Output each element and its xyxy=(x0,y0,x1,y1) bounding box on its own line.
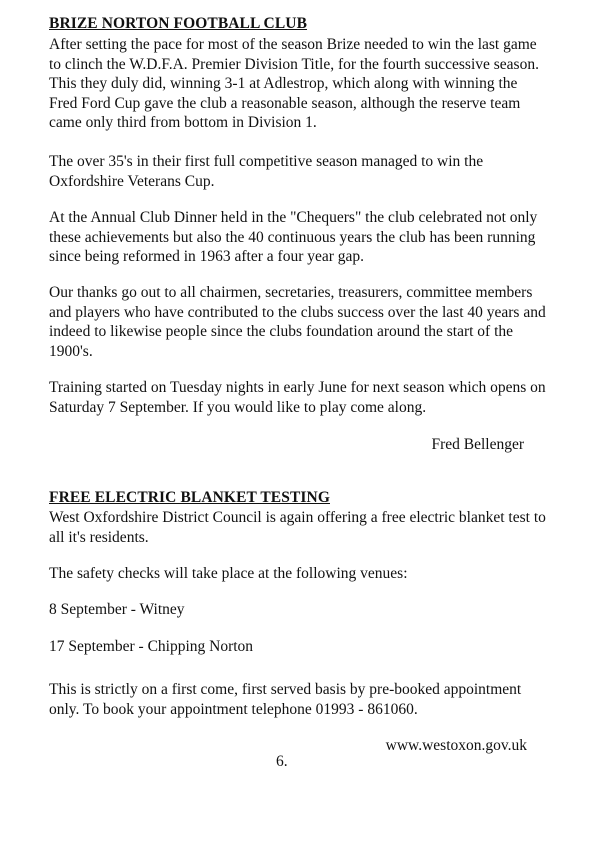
blanket-paragraph-venues: The safety checks will take place at the following venues: xyxy=(49,565,408,582)
football-club-heading: BRIZE NORTON FOOTBALL CLUB xyxy=(49,15,308,32)
venue-chipping-norton: 17 September - Chipping Norton xyxy=(49,638,254,655)
author-signature: Fred Bellenger xyxy=(431,436,524,453)
blanket-testing-heading: FREE ELECTRIC BLANKET TESTING xyxy=(49,489,330,506)
football-paragraph-thanks: Our thanks go out to all chairmen, secretaries, treasurers, committee members and players who have contributed to the clubs success over the last 40 years and indeed to likewise people since the clubs foundation around the start of the 1900's. xyxy=(49,284,546,360)
football-paragraph-training: Training started on Tuesday nights in early June for next season which opens on Saturday 7 September. If you would like to play come along. xyxy=(49,379,546,416)
football-paragraph-dinner: At the Annual Club Dinner held in the "Chequers" the club celebrated not only these achievements but also the 40 continuous years the club has been running since being reformed in 1963 after a four year gap. xyxy=(49,209,538,265)
venue-witney: 8 September - Witney xyxy=(49,601,185,618)
blanket-paragraph-booking: This is strictly on a first come, first served basis by pre-booked appointment only. To book your appointment telephone 01993 - 861060. xyxy=(49,681,522,718)
page-number: 6. xyxy=(276,753,288,770)
football-paragraph-veterans: The over 35's in their first full competitive season managed to win the Oxfordshire Veterans Cup. xyxy=(49,153,484,190)
blanket-paragraph-offer: West Oxfordshire District Council is again offering a free electric blanket test to all it's residents. xyxy=(49,509,546,546)
website-link: www.westoxon.gov.uk xyxy=(385,737,527,754)
football-paragraph-season: After setting the pace for most of the season Brize needed to win the last game to clinch the W.D.F.A. Premier Division Title, for the fourth successive season. This they duly did, winning 3-1 at Adlestrop, which along with winning the Fred Ford Cup gave the club a reasonable season, although the reserve team came only third from bottom in Division 1. xyxy=(49,36,539,131)
